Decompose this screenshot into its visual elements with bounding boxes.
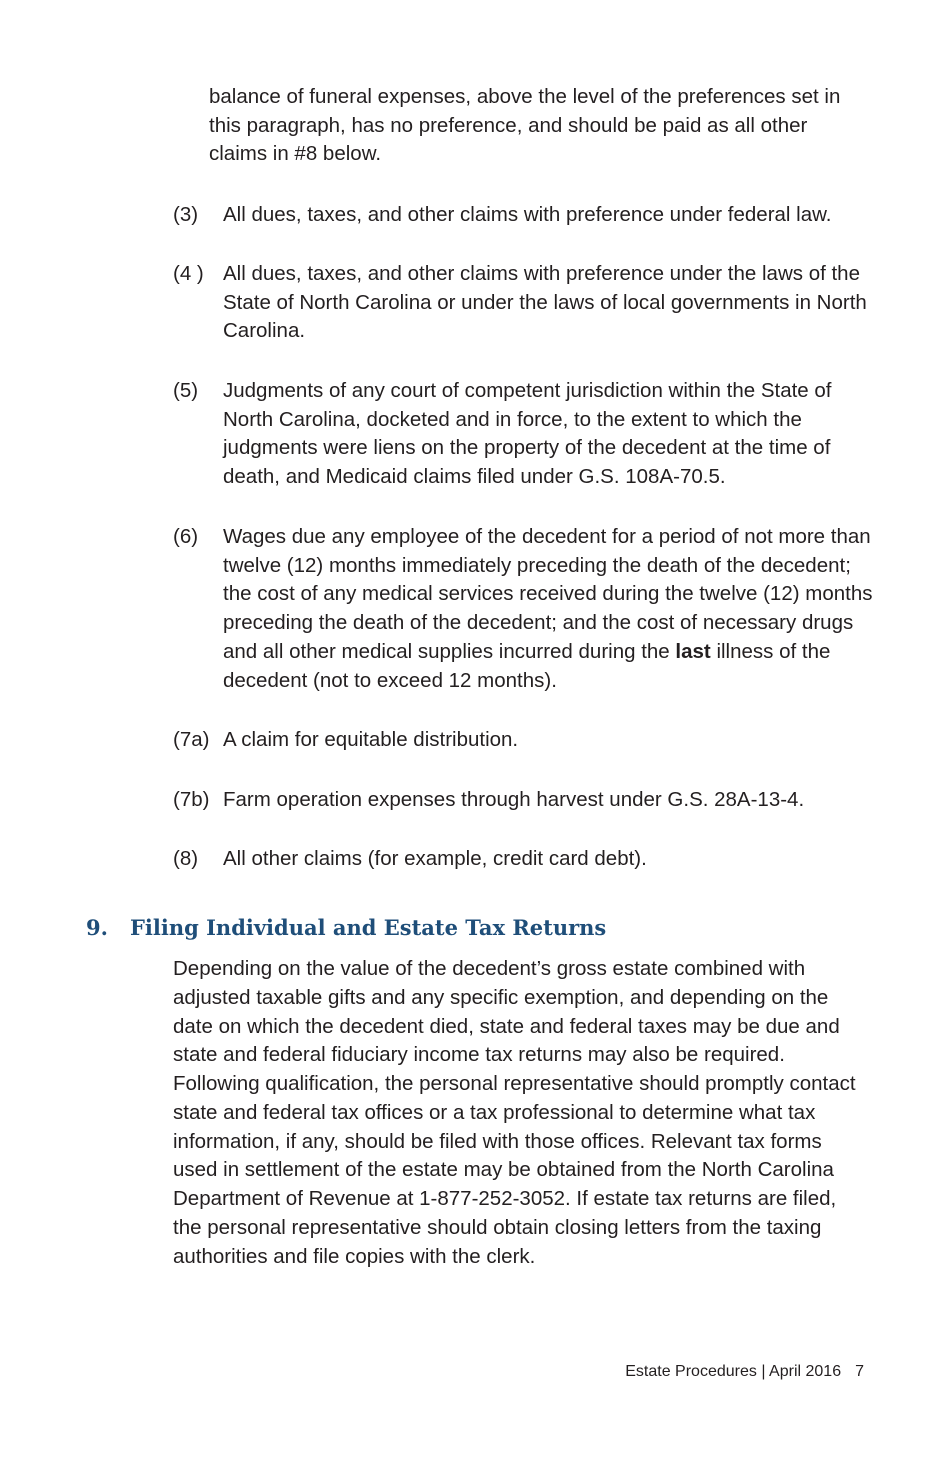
claim-text [223,523,873,695]
claim-item-5 [173,377,873,492]
claim-number: (5) [173,379,199,402]
claim-item-7b [173,786,873,815]
section-number: 9. [86,915,108,940]
claim-text-part: illness of the decedent (not to exceed 12 months). [223,639,831,692]
section-body-paragraph: Depending on the value of the decedent’s gross estate combined with adjusted taxable gifts and any specific exemption, and depending on the date on which the decedent died, state and federal taxes may be due and state and federal fiduciary income tax returns may also be required. Following qualification, the personal representative should promptly contact state and federal tax offices or a tax professional to determine what tax information, if any, should be filed with those offices. Relevant tax forms used in settlement of the estate may be obtained from the North Carolina Department of Revenue at 1-877-252-3052. If estate tax returns are filed, the personal representative should obtain closing letters from the taxing authorities and file copies with the clerk. [173,957,856,1268]
claim-number: (3) [173,203,199,226]
claim-item-4 [173,260,873,346]
claim-item-6 [173,523,873,695]
claim-text: Farm operation expenses through harvest under G.S. 28A-13-4. [223,788,805,811]
claim-text: All other claims (for example, credit card debt). [223,847,647,870]
claim-text: All dues, taxes, and other claims with preference under the laws of the State of North Carolina or under the laws of local governments in North Carolina. [223,262,867,343]
claim-item-7a [173,726,873,755]
claim-text: Judgments of any court of competent jurisdiction within the State of North Carolina, docketed and in force, to the extent to which the judgments were liens on the property of the decedent at the time of death, and Medicaid claims filed under G.S. 108A-70.5. [223,379,832,489]
claim-number: (6) [173,525,199,548]
claim-number: (8) [173,847,199,870]
continuation-paragraph: balance of funeral expenses, above the level of the preferences set in this paragraph, has no preference, and should be paid as all other claims in #8 below. [209,85,841,166]
page-number: 7 [855,1363,864,1380]
claim-number: (7a) [173,728,210,751]
claim-text: A claim for equitable distribution. [223,728,519,751]
claim-item-8 [173,845,873,874]
emphasis-last: last [675,639,711,663]
claim-text-part: Wages due any employee of the decedent for a period of not more than twelve (12) months immediately preceding the death of the decedent; the cost of any medical services received during the twelve (12) months preceding the death of the decedent; and the cost of necessary drugs and all other medical supplies incurred during the [223,525,873,663]
claim-item-3 [173,201,873,230]
page-footer [625,1361,864,1383]
footer-doc-title: Estate Procedures | April 2016 [625,1363,842,1380]
section-title: Filing Individual and Estate Tax Returns [130,915,607,940]
claim-number: (4 ) [173,262,204,285]
claim-text: All dues, taxes, and other claims with preference under federal law. [223,203,832,226]
claim-number: (7b) [173,788,210,811]
